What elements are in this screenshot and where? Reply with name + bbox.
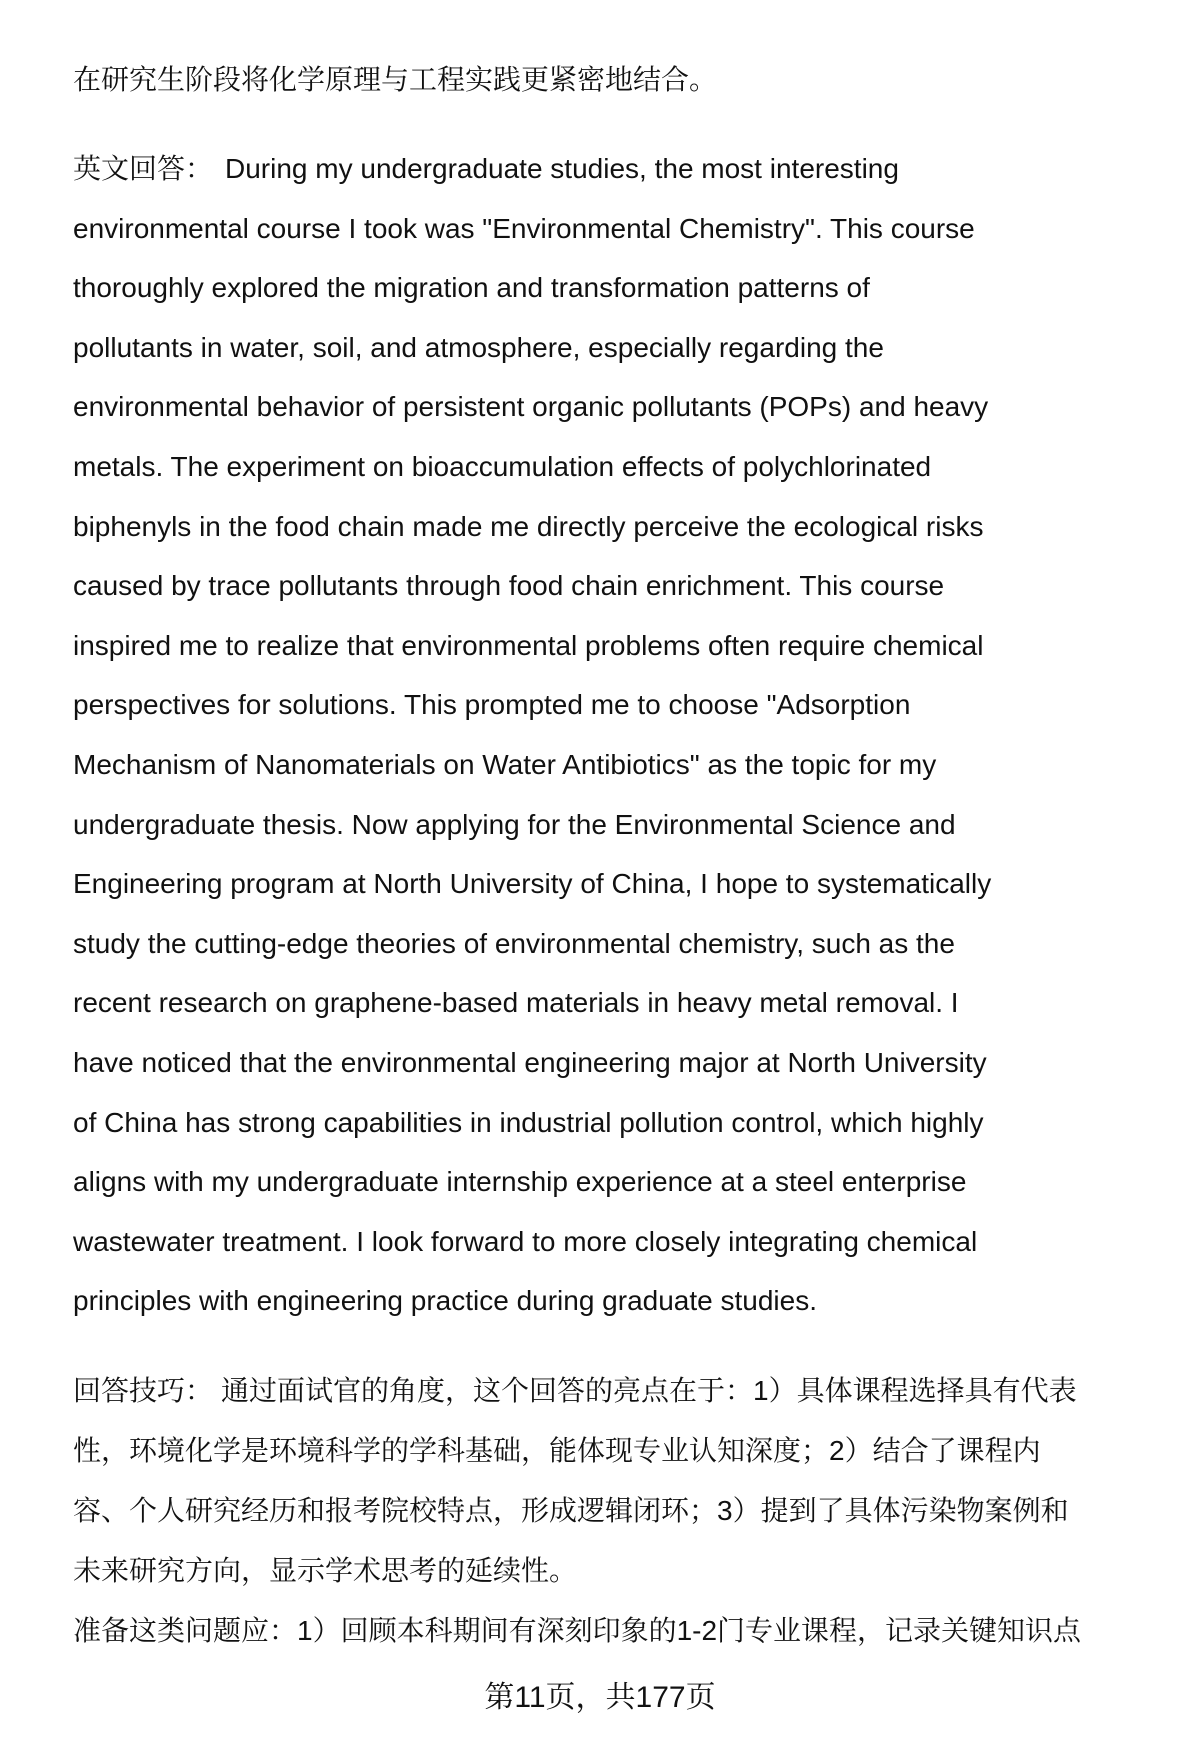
english-answer-line	[73, 629, 983, 663]
english-answer-text: of China has strong capabilities in industrial pollution control, which highly	[73, 1106, 984, 1138]
english-answer-text: principles with engineering practice during graduate studies.	[73, 1285, 817, 1317]
page-number: 第11页，共177页	[484, 1681, 716, 1714]
english-answer-line	[73, 867, 991, 901]
english-answer-line	[73, 212, 975, 246]
english-answer-line	[73, 986, 959, 1020]
intro-line: 在研究生阶段将化学原理与工程实践更紧密地结合。	[73, 64, 718, 95]
english-answer-line	[73, 1225, 977, 1259]
tips-line	[73, 1554, 577, 1588]
english-answer-line	[73, 1046, 987, 1080]
english-answer-text: During my undergraduate studies, the most interesting	[225, 153, 899, 184]
english-answer-text: thoroughly explored the migration and transformation patterns of	[73, 272, 870, 304]
tips-line	[73, 1434, 1041, 1468]
tips-line	[73, 1374, 1077, 1408]
english-answer-line	[73, 390, 988, 424]
english-answer-text: perspectives for solutions. This prompted me to choose "Adsorption	[73, 689, 911, 721]
english-answer-line	[73, 152, 899, 186]
english-answer-line	[73, 688, 910, 722]
english-answer-line	[73, 271, 870, 305]
tips-text: 容、个人研究经历和报考院校特点，形成逻辑闭环；3）提到了具体污染物案例和	[73, 1495, 1069, 1526]
tips-label: 回答技巧：	[73, 1375, 214, 1406]
tips-text: 性，环境化学是环境科学的学科基础，能体现专业认知深度；2）结合了课程内	[73, 1435, 1041, 1466]
tips-line	[73, 1494, 1069, 1528]
english-answer-line	[73, 510, 983, 544]
english-answer-text: Engineering program at North University of China, I hope to systematically	[73, 868, 992, 900]
english-answer-line	[73, 748, 936, 782]
english-answer-line	[73, 450, 931, 484]
english-answer-line	[73, 1284, 817, 1318]
english-answer-label: 英文回答：	[73, 153, 214, 184]
english-answer-text: biphenyls in the food chain made me directly perceive the ecological risks	[73, 510, 984, 542]
english-answer-text: environmental course I took was "Environmental Chemistry". This course	[73, 212, 975, 244]
english-answer-line	[73, 927, 955, 961]
preparation-line: 准备这类问题应：1）回顾本科期间有深刻印象的1-2门专业课程，记录关键知识点	[73, 1615, 1082, 1646]
english-answer-text: metals. The experiment on bioaccumulation effects of polychlorinated	[73, 451, 932, 482]
english-answer-text: environmental behavior of persistent organic pollutants (POPs) and heavy	[73, 391, 989, 423]
english-answer-text: undergraduate thesis. Now applying for the Environmental Science and	[73, 808, 956, 840]
english-answer-line	[73, 569, 944, 603]
tips-text: 通过面试官的角度，这个回答的亮点在于：1）具体课程选择具有代表	[221, 1375, 1077, 1406]
english-answer-text: Mechanism of Nanomaterials on Water Antibiotics" as the topic for my	[73, 749, 937, 780]
tips-text: 未来研究方向，显示学术思考的延续性。	[73, 1555, 578, 1586]
english-answer-text: have noticed that the environmental engineering major at North University	[73, 1047, 987, 1078]
english-answer-text: pollutants in water, soil, and atmosphere, especially regarding the	[73, 331, 884, 363]
english-answer-line	[73, 1106, 984, 1140]
english-answer-line	[73, 1165, 966, 1199]
english-answer-text: recent research on graphene-based materials in heavy metal removal. I	[73, 987, 959, 1019]
english-answer-line	[73, 331, 884, 365]
english-answer-text: inspired me to realize that environmental problems often require chemical	[73, 629, 984, 661]
english-answer-text: caused by trace pollutants through food chain enrichment. This course	[73, 570, 945, 602]
english-answer-text: wastewater treatment. I look forward to more closely integrating chemical	[73, 1225, 978, 1257]
english-answer-text: study the cutting-edge theories of environmental chemistry, such as the	[73, 927, 955, 959]
english-answer-line	[73, 808, 956, 842]
english-answer-text: aligns with my undergraduate internship experience at a steel enterprise	[73, 1166, 967, 1198]
